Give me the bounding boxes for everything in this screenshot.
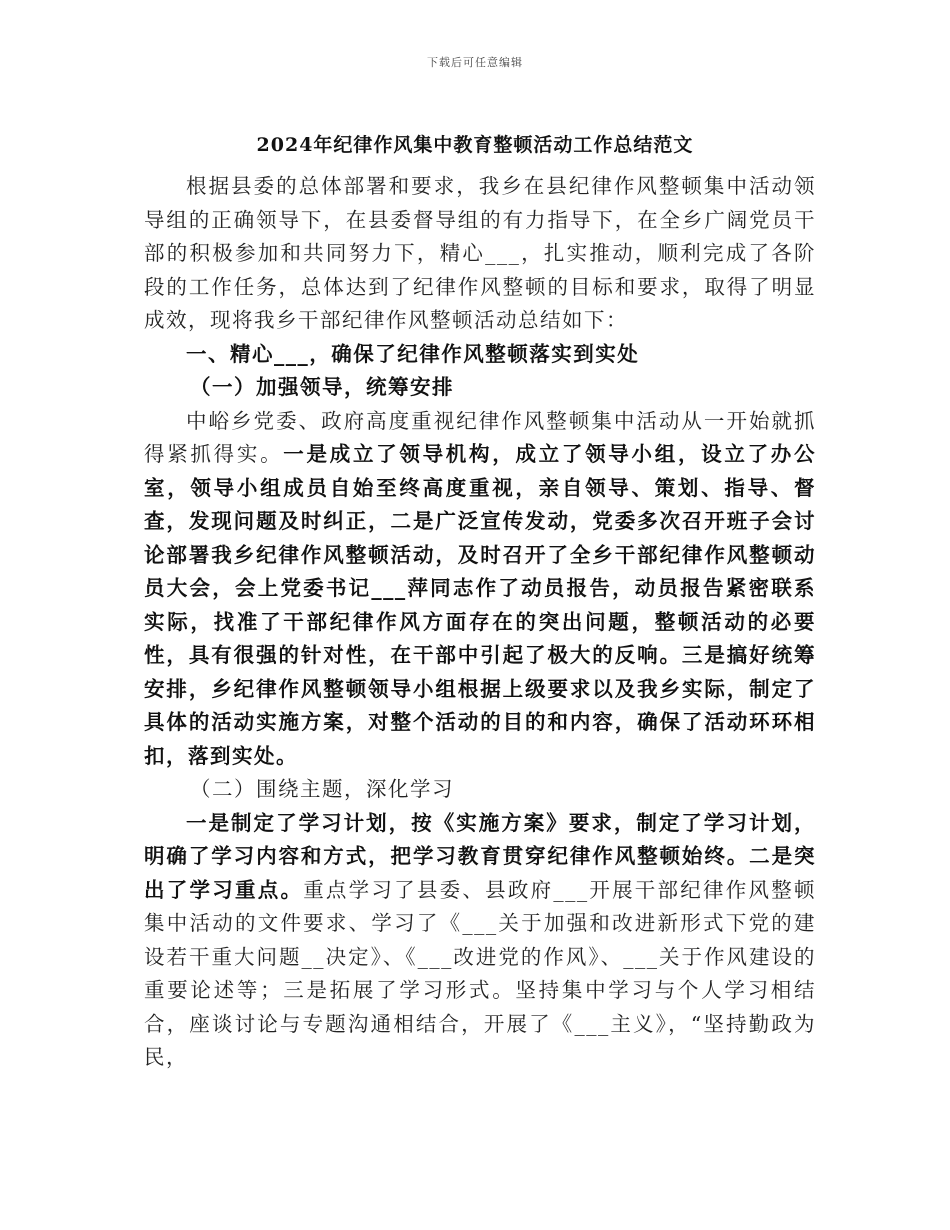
document-body (144, 170, 816, 1075)
subsection-2-plain-text: 重点学习了县委、县政府___开展干部纪律作风整顿集中活动的文件要求、学习了《___关于加强和改进新形式下党的建设若干重大问题__决定》、《___改进党的作风》、___关于作风建设的重要论述等；三是拓展了学习形式。坚持集中学习与个人学习相结合，座谈讨论与专题沟通相结合，开展了《___主义》，“坚持勤政为民， (144, 877, 816, 1069)
subsection-1-plain-text: 中峪乡党委、政府高度重视纪律作风整顿集中活动从一开始就抓得紧抓得实。 (144, 408, 816, 466)
intro-paragraph: 根据县委的总体部署和要求，我乡在县纪律作风整顿集中活动领导组的正确领导下，在县委督导组的有力指导下，在全乡广阔党员干部的积极参加和共同努力下，精心___，扎实推动，顺利完成了各阶段的工作任务，总体达到了纪律作风整顿的目标和要求，取得了明显成效，现将我乡干部纪律作风整顿活动总结如下： (144, 174, 816, 332)
header-note: 下载后可任意编辑 (427, 56, 523, 69)
subsection-1-heading: （一）加强领导，统筹安排 (190, 375, 454, 399)
section-1-heading: 一、精心___，确保了纪律作风整顿落实到实处 (186, 341, 640, 366)
document-title: 2024年纪律作风集中教育整顿活动工作总结范文 (256, 134, 694, 156)
subsection-2-heading: （二）围绕主题，深化学习 (190, 777, 454, 801)
subsection-2-paragraph (144, 807, 816, 1075)
subsection-2-bold-text: 一是制定了学习计划，按《实施方案》要求，制定了学习计划，明确了学习内容和方式，把学习教育贯穿纪律作风整顿始终。二是突出了学习重点。 (144, 810, 816, 902)
subsection-1-bold-text: 一是成立了领导机构，成立了领导小组，设立了办公室，领导小组成员自始至终高度重视，亲自领导、策划、指导、督查，发现问题及时纠正，二是广泛宣传发动，党委多次召开班子会讨论部署我乡纪律作风整顿活动，及时召开了全乡干部纪律作风整顿动员大会，会上党委书记___萍同志作了动员报告，动员报告紧密联系实际，找准了干部纪律作风方面存在的突出问题，整顿活动的必要性，具有很强的针对性，在干部中引起了极大的反响。三是搞好统筹安排，乡纪律作风整顿领导小组根据上级要求以及我乡实际，制定了具体的活动实施方案，对整个活动的目的和内容，确保了活动环环相扣，落到实处。 (144, 442, 817, 768)
subsection-1-paragraph (144, 405, 816, 774)
